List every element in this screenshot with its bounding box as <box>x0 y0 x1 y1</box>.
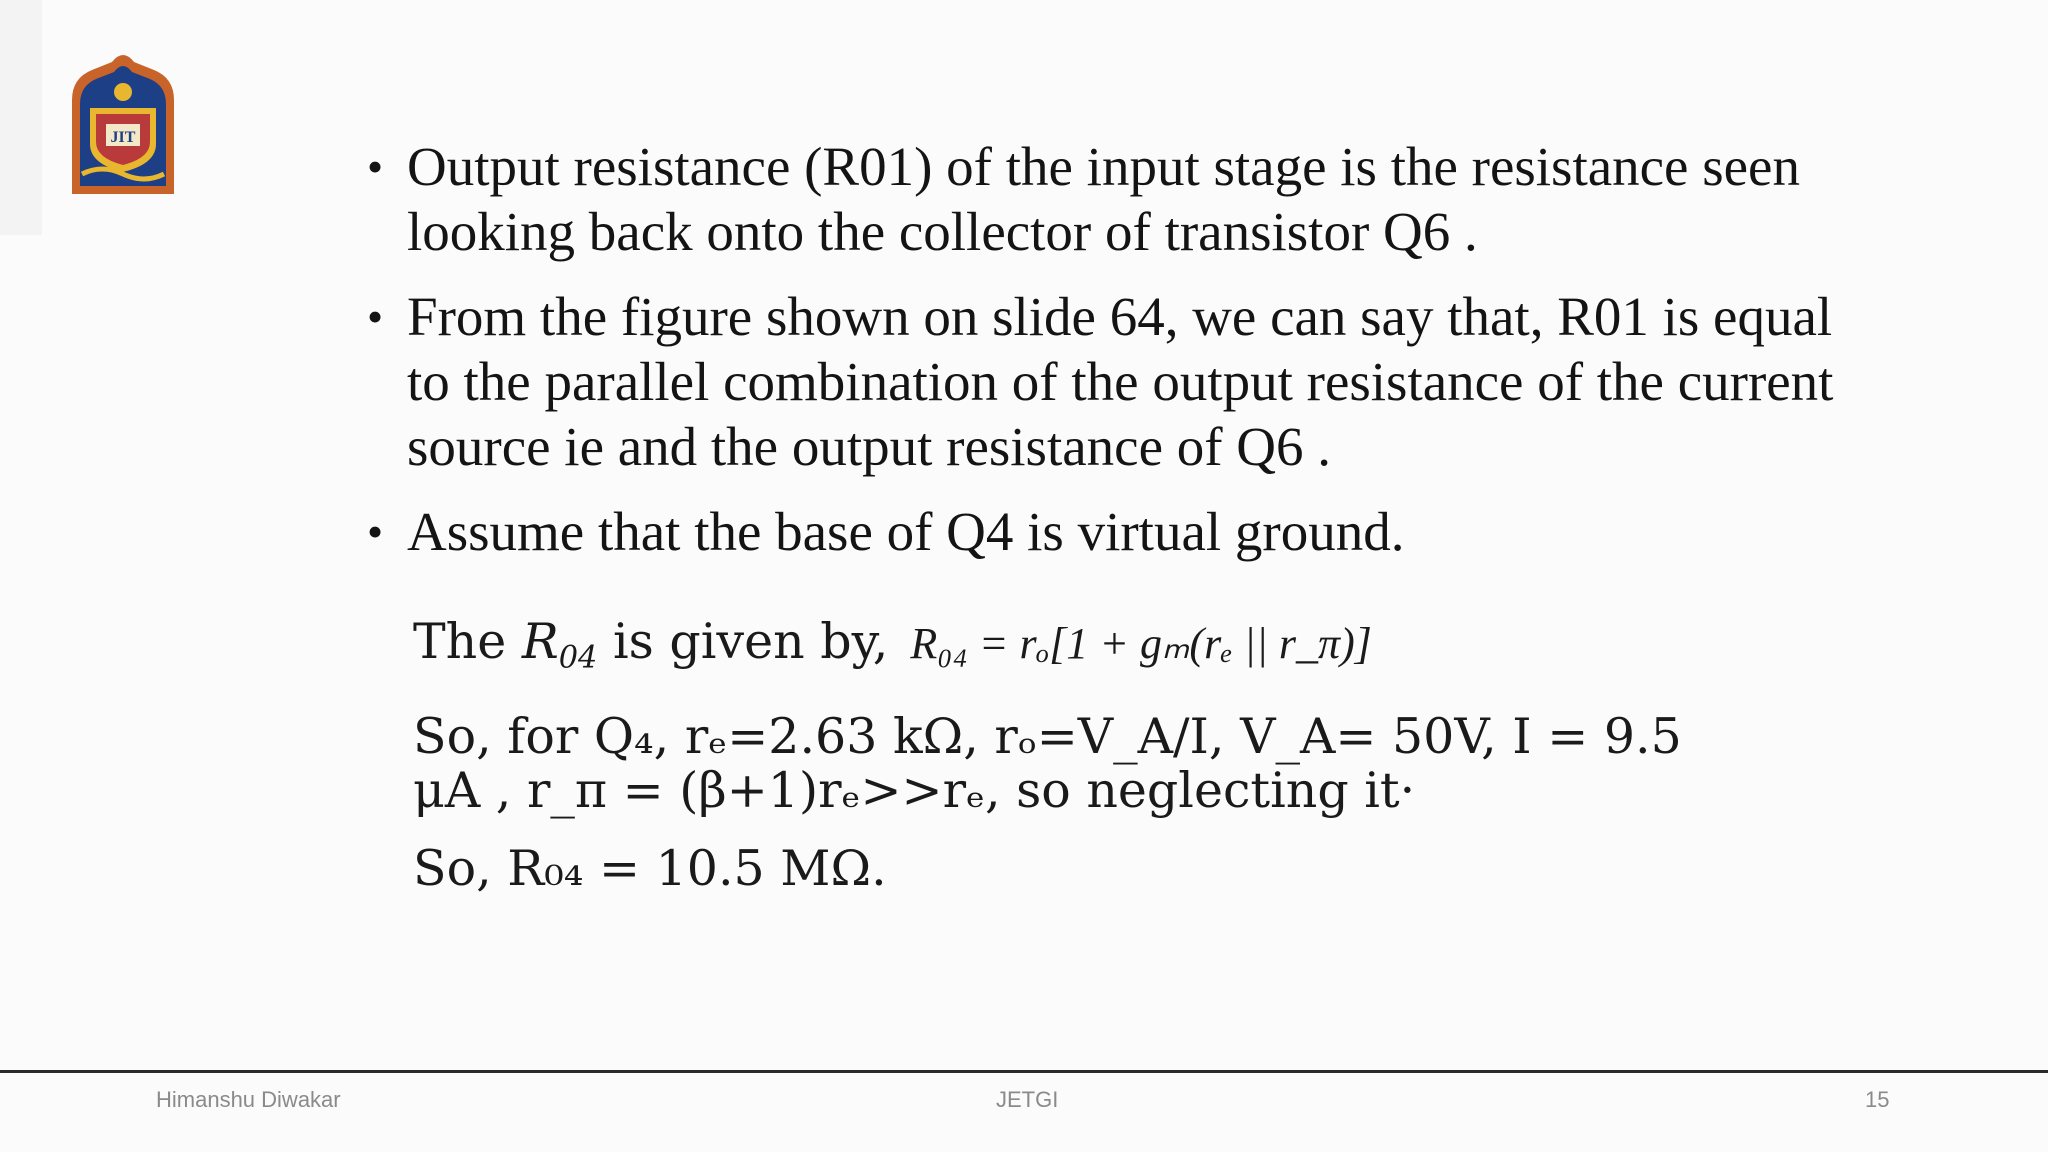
equation-line-1 <box>413 610 1693 691</box>
eq-suffix: is given by, <box>597 613 889 670</box>
output-resistance-formula: R₀₄ = rₒ[1 + gₘ(rₑ || r_π)] <box>910 619 1372 668</box>
footer-page-number: 15 <box>1865 1087 1890 1112</box>
eq-symbol-sub: 04 <box>558 640 598 676</box>
footer-divider <box>0 1070 2048 1073</box>
bullet-item <box>367 499 1867 564</box>
eq-symbol: R <box>521 613 559 670</box>
bullet-dot: • <box>367 141 384 192</box>
bullet-dot: • <box>367 506 384 557</box>
bullet-list <box>367 134 1867 584</box>
equation-line-3: μA , r_π = (β+1)rₑ>>rₑ, so neglecting it· <box>413 761 1416 819</box>
left-edge-strip <box>0 0 42 235</box>
bullet-text: From the figure shown on slide 64, we can say that, R01 is equal to the parallel combination of the output resistance of the current source ie and the output resistance of Q6 . <box>407 286 1834 477</box>
equation-image-block <box>413 610 1693 901</box>
bullet-item <box>367 284 1867 479</box>
logo-emblem-letters: JIT <box>110 129 136 146</box>
eq-prefix: The <box>413 613 522 670</box>
institution-logo <box>62 48 184 194</box>
bullet-dot: • <box>367 291 384 342</box>
bullet-item <box>367 134 1867 264</box>
equation-line-4: So, R₀₄ = 10.5 MΩ. <box>413 839 887 897</box>
footer-organization: JETGI <box>996 1087 1059 1112</box>
bullet-text: Output resistance (R01) of the input stage is the resistance seen looking back onto the collector of transistor Q6 . <box>407 136 1800 262</box>
footer-author: Himanshu Diwakar <box>156 1087 341 1112</box>
equation-line-2: So, for Q₄, rₑ=2.63 kΩ, rₒ=V_A/I, V_A= 50V, I = 9.5 <box>413 707 1682 765</box>
bullet-text: Assume that the base of Q4 is virtual ground. <box>407 501 1405 562</box>
